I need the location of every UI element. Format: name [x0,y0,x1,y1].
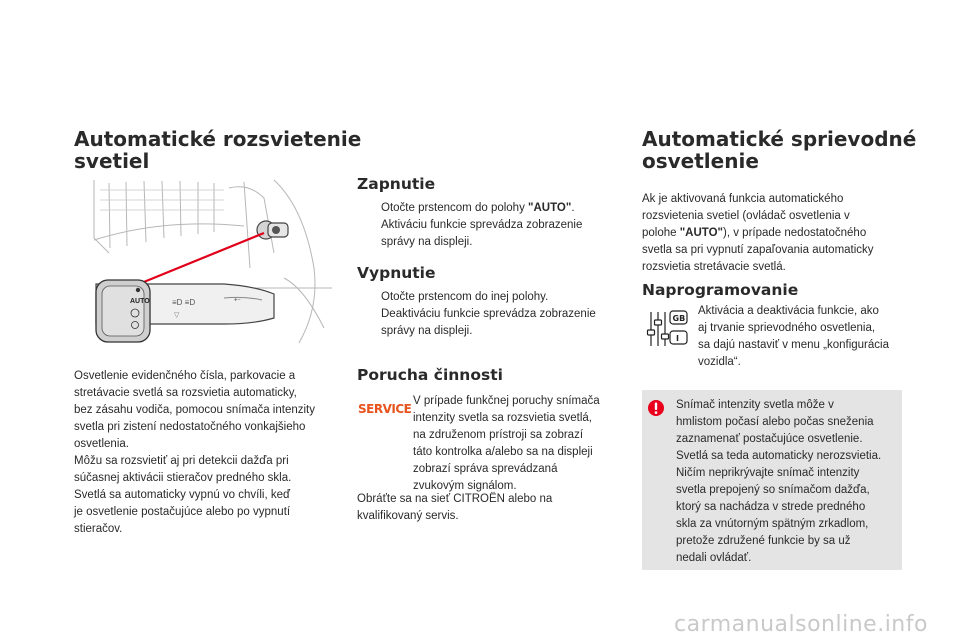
vypnutie-heading: Vypnutie [357,264,436,282]
left-title: Automatické rozsvietenie svetiel [74,127,362,173]
watermark: carmanualsonline.info [674,612,928,637]
settings-menu-icon [646,308,690,348]
zapnutie-heading: Zapnutie [357,175,436,193]
warning-text: Snímač intenzity svetla môže v hmlistom počasí alebo počas sneženia zaznamenať postačujúce osvetlenie. Svetlá sa teda automaticky nerozsvietia. Ničím neprikrývajte snímač intenzity svetla prepojený so snímačom dažďa, ktorý sa nachádza v strede predného skla za vnútorným spätným zrkadlom, pretože združené funkcie by sa už nedali ovládať. [676,399,882,564]
porucha-heading: Porucha činnosti [357,366,503,384]
auto-label: AUTO [130,298,150,305]
i-label: I [676,334,679,343]
lighting-stalk-drawing [74,178,336,348]
naprogramovanie-heading: Naprogramovanie [642,281,799,299]
warning-box [642,390,902,570]
service-label: SERVICE [358,402,412,416]
warning-icon [647,399,665,417]
vypnutie-section: Otočte prstencom do inej polohy. Deaktiváciu funkcie sprevádza zobrazenie správy na displeji. [381,291,596,337]
left-description: Osvetlenie evidenčného čísla, parkovacie a stretávacie svetlá sa rozsvietia automaticky, bez zásahu vodiča, pomocou snímača intenzity svetla pri zistení nedostatočného vonkajšieho osvetlenia. Môžu sa rozsvietiť aj pri detekcii dažďa pri súčasnej aktivácii stieračov predného skla. Svetlá sa automaticky vypnú vo chvíli, keď je osvetlenie postačujúce alebo po vypnutí stieračov. [74,370,315,535]
porucha-text: V prípade funkčnej poruchy snímača intenzity svetla sa rozsvietia svetlá, na združenom prístroji sa zobrazí táto kontrolka a/alebo sa na displeji zobrazí správa sprevádzaná zvukovým signálom. [413,395,600,492]
svg-text:≡D ≡D: ≡D ≡D [172,298,196,307]
naprogramovanie-text: Aktivácia a deaktivácia funkcie, ako aj trvanie sprievodného osvetlenia, sa dajú nastaviť v menu „konfigurácia vozidla“. [698,305,889,368]
right-title: Automatické sprievodné osvetlenie [642,127,917,173]
right-intro: Ak je aktivovaná funkcia automatického rozsvietenia svetiel (ovládač osvetlenia v polohe "AUTO"), v prípade nedostatočného svetla sa pri vypnutí zapaľovania automaticky rozsvietia stretávacie svetlá. [642,193,874,273]
zapnutie-section: Otočte prstencom do polohy "AUTO". Aktiváciu funkcie sprevádza zobrazenie správy na displeji. [381,202,583,248]
gb-label: GB [672,314,686,323]
lighting-switch-illustration [74,178,336,348]
porucha-footer: Obráťte sa na sieť CITROËN alebo na kvalifikovaný servis. [357,493,553,522]
svg-text:⇠: ⇠ [234,295,241,304]
svg-text:▽: ▽ [174,312,180,319]
service-warning-icon [357,398,412,418]
